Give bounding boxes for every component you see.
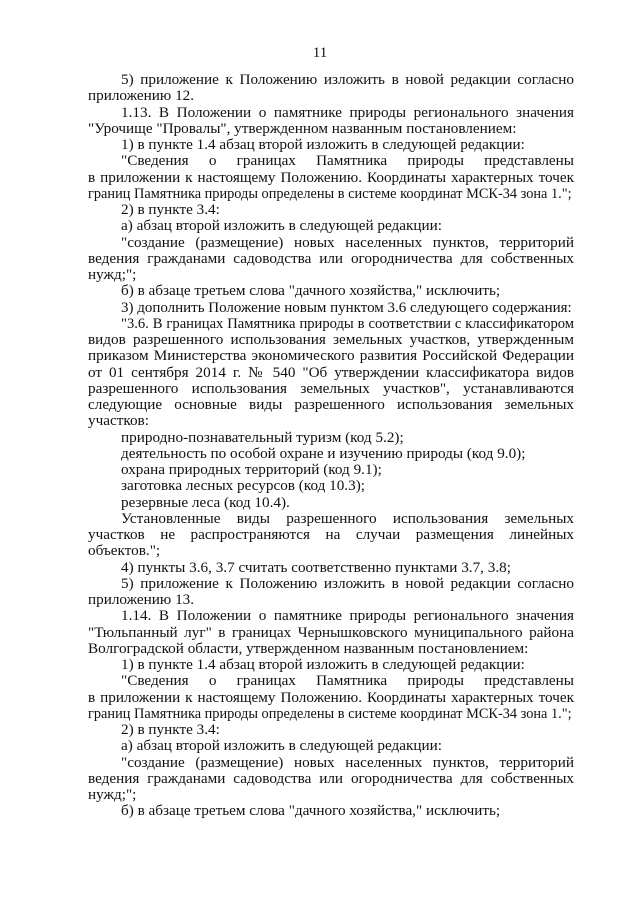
text-line: от 01 сентября 2014 г. № 540 "Об утверждении классификатора видов bbox=[88, 363, 574, 381]
text-line: "Урочище "Провалы", утвержденном названным постановлением: bbox=[88, 119, 517, 137]
text-line: "3.6. В границах Памятника природы в соответствии с классификатором bbox=[121, 315, 574, 332]
text-line: "создание (размещение) новых населенных пунктов, территорий bbox=[121, 233, 574, 251]
paragraph bbox=[88, 738, 574, 754]
text-line: 5) приложение к Положению изложить в новой редакции согласно bbox=[121, 574, 574, 592]
text-line: резервные леса (код 10.4). bbox=[121, 493, 290, 511]
text-line: нужд;"; bbox=[88, 266, 137, 283]
text-line: Волгоградской области, утвержденном названным постановлением: bbox=[88, 639, 529, 657]
paragraph bbox=[88, 673, 574, 722]
text-line: природно-познавательный туризм (код 5.2); bbox=[121, 428, 404, 446]
paragraph bbox=[88, 511, 574, 560]
text-line: 2) в пункте 3.4: bbox=[121, 201, 220, 218]
paragraph bbox=[88, 755, 574, 804]
paragraph bbox=[88, 153, 574, 202]
text-line: участков: bbox=[88, 412, 149, 430]
text-line: а) абзац второй изложить в следующей редакции: bbox=[121, 217, 443, 235]
paragraph bbox=[88, 218, 574, 234]
text-line: в приложении к настоящему Положению. Координаты характерных точек bbox=[88, 168, 574, 186]
paragraph bbox=[88, 202, 574, 218]
text-line: "Сведения о границах Памятника природы представлены bbox=[121, 672, 574, 690]
text-line: 2) в пункте 3.4: bbox=[121, 721, 220, 738]
paragraph bbox=[88, 283, 574, 299]
text-line: участков не распространяются на случаи размещения линейных bbox=[88, 526, 574, 543]
text-line: 1) в пункте 1.4 абзац второй изложить в следующей редакции: bbox=[121, 656, 525, 673]
text-line: видов разрешенного использования земельных участков, утвержденным bbox=[88, 331, 574, 348]
text-line: 1) в пункте 1.4 абзац второй изложить в следующей редакции: bbox=[121, 136, 525, 153]
text-line: Установленные виды разрешенного использования земельных bbox=[121, 509, 574, 527]
text-line: приложению 13. bbox=[88, 591, 195, 608]
text-line: границ Памятника природы определены в системе координат МСК-34 зона 1."; bbox=[88, 705, 572, 722]
paragraph bbox=[88, 576, 574, 609]
text-line: разрешенного использования земельных участков", устанавливаются bbox=[88, 379, 574, 397]
list-item bbox=[88, 495, 574, 511]
text-line: в приложении к настоящему Положению. Координаты характерных точек bbox=[88, 688, 574, 706]
text-line: 4) пункты 3.6, 3.7 считать соответственно пунктами 3.7, 3.8; bbox=[121, 558, 511, 576]
text-line: охрана природных территорий (код 9.1); bbox=[121, 461, 382, 478]
list-item bbox=[88, 430, 574, 446]
text-line: 3) дополнить Положение новым пунктом 3.6 следующего содержания: bbox=[121, 299, 572, 316]
text-line: "Сведения о границах Памятника природы представлены bbox=[121, 152, 574, 170]
text-line: "создание (размещение) новых населенных пунктов, территорий bbox=[121, 753, 574, 771]
list-item bbox=[88, 446, 574, 462]
paragraph bbox=[88, 803, 574, 819]
list-item bbox=[88, 478, 574, 494]
paragraph bbox=[88, 608, 574, 657]
paragraph bbox=[88, 105, 574, 138]
paragraph bbox=[88, 657, 574, 673]
text-line: заготовка лесных ресурсов (код 10.3); bbox=[121, 477, 365, 495]
paragraph bbox=[88, 722, 574, 738]
list-item bbox=[88, 462, 574, 478]
text-line: приказом Министерства экономического развития Российской Федерации bbox=[88, 347, 574, 365]
text-line: б) в абзаце третьем слова "дачного хозяйства," исключить; bbox=[121, 802, 501, 820]
paragraph bbox=[88, 137, 574, 153]
page-number: 11 bbox=[312, 45, 328, 61]
text-line: а) абзац второй изложить в следующей редакции: bbox=[121, 737, 443, 755]
paragraph bbox=[88, 560, 574, 576]
text-line: нужд;"; bbox=[88, 786, 137, 803]
paragraph bbox=[88, 300, 574, 316]
text-line: 1.14. В Положении о памятнике природы регионального значения bbox=[121, 607, 574, 625]
text-line: приложению 12. bbox=[88, 87, 195, 105]
text-line: следующие основные виды разрешенного использования земельных bbox=[88, 396, 574, 413]
document-body bbox=[88, 72, 574, 820]
text-line: 1.13. В Положении о памятнике природы регионального значения bbox=[121, 103, 574, 121]
text-line: границ Памятника природы определены в системе координат МСК-34 зона 1."; bbox=[88, 185, 572, 202]
text-line: деятельность по особой охране и изучению природы (код 9.0); bbox=[121, 444, 526, 462]
text-line: объектов."; bbox=[88, 542, 161, 560]
text-line: 5) приложение к Положению изложить в новой редакции согласно bbox=[121, 71, 574, 88]
paragraph bbox=[88, 72, 574, 105]
paragraph bbox=[88, 235, 574, 284]
text-line: б) в абзаце третьем слова "дачного хозяйства," исключить; bbox=[121, 282, 501, 300]
text-line: ведения гражданами садоводства или огородничества для собственных bbox=[88, 249, 574, 267]
text-line: ведения гражданами садоводства или огородничества для собственных bbox=[88, 769, 574, 787]
text-line: "Тюльпанный луг" в границах Чернышковского муниципального района bbox=[88, 623, 574, 641]
paragraph bbox=[88, 316, 574, 430]
